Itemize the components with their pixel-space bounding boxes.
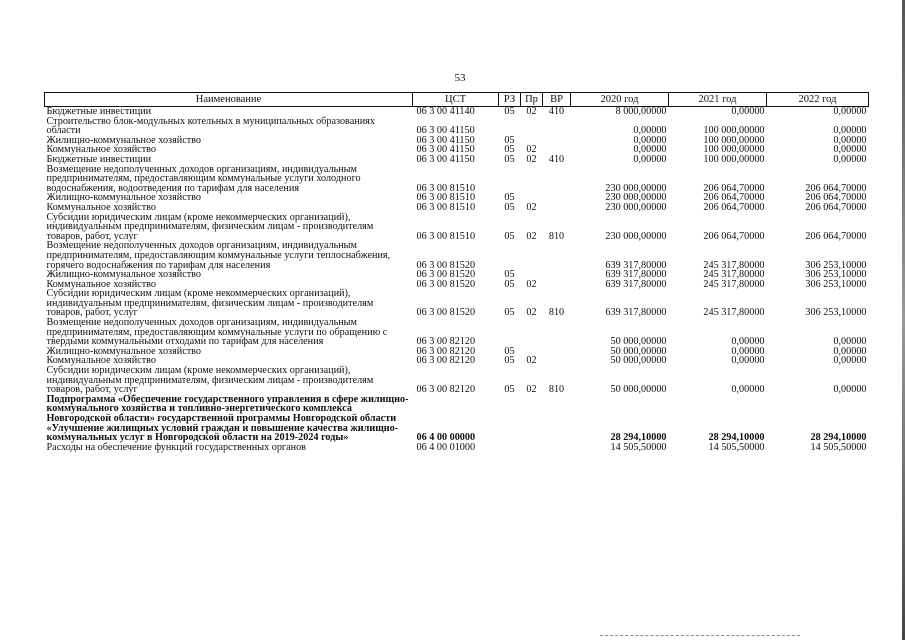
row-vr	[543, 193, 571, 203]
row-name: Возмещение недополученных доходов организациям, индивидуальным предпринимателям, предоставляющим коммунальные услуги теплоснабжения, горячего водоснабжения по тарифам для населения	[46, 240, 391, 271]
row-name: Жилищно-коммунальное хозяйство	[46, 192, 202, 204]
row-cst: 06 3 00 82120	[416, 384, 476, 396]
row-name: Коммунальное хозяйство	[46, 278, 156, 290]
row-rz: 05	[504, 134, 515, 146]
row-pr: 02	[526, 278, 537, 290]
row-cst: 06 3 00 81520	[416, 307, 476, 319]
row-cst: 06 4 00 01000	[416, 441, 476, 453]
header-vr: ВР	[543, 93, 571, 107]
row-cst: 06 3 00 82120	[416, 345, 476, 357]
row-pr: 02	[526, 106, 537, 117]
row-2020: 639 317,80000	[605, 269, 667, 281]
row-rz: 05	[504, 201, 515, 213]
row-name: Возмещение недополученных доходов организациям, индивидуальным предпринимателям, предоставляющим коммунальные услуги холодного водоснабжения, водоотведения по тарифам для населения	[46, 163, 361, 194]
table-row	[45, 318, 869, 347]
row-vr	[543, 165, 571, 194]
table-body	[45, 107, 869, 453]
row-2020: 50 000,00000	[610, 355, 667, 367]
row-2021: 245 317,80000	[703, 269, 765, 281]
row-pr: 02	[526, 355, 537, 367]
table-row	[45, 443, 869, 453]
row-2021: 100 000,00000	[703, 134, 765, 146]
row-2022: 306 253,10000	[805, 307, 867, 319]
row-cst: 06 4 00 00000	[416, 432, 476, 444]
row-name: Возмещение недополученных доходов организациям, индивидуальным предпринимателям, предоставляющим коммунальные услуги по обращению с твердыми коммунальными отходами по тарифам для населения	[46, 317, 388, 348]
row-name: Жилищно-коммунальное хозяйство	[46, 345, 202, 357]
row-name: Субсидии юридическим лицам (кроме некоммерческих организаций), индивидуальным предпринимателям, физическим лицам - производителям товаров, работ, услуг	[46, 288, 374, 319]
row-2020: 230 000,00000	[605, 192, 667, 204]
row-pr	[521, 443, 543, 453]
row-pr: 02	[526, 307, 537, 319]
row-vr	[543, 280, 571, 290]
row-2022: 306 253,10000	[805, 269, 867, 281]
row-2021: 0,00000	[731, 345, 765, 357]
header-rz: РЗ	[499, 93, 521, 107]
row-rz: 05	[504, 106, 515, 117]
row-name: Коммунальное хозяйство	[46, 201, 156, 213]
row-2021: 28 294,10000	[708, 432, 765, 444]
row-name: Бюджетные инвестиции	[46, 106, 152, 117]
row-pr: 02	[526, 144, 537, 156]
row-vr	[543, 136, 571, 146]
row-name: Жилищно-коммунальное хозяйство	[46, 134, 202, 146]
row-rz	[499, 318, 521, 347]
row-rz: 05	[504, 230, 515, 242]
row-cst: 06 3 00 81510	[416, 192, 476, 204]
row-2020: 0,00000	[633, 153, 667, 165]
table-row	[45, 395, 869, 443]
row-2022: 0,00000	[833, 355, 867, 367]
row-2021: 206 064,70000	[703, 192, 765, 204]
header-name: Наименование	[45, 93, 413, 107]
row-2022: 0,00000	[833, 153, 867, 165]
row-name: Коммунальное хозяйство	[46, 144, 156, 156]
row-2021: 0,00000	[731, 106, 765, 117]
row-2022: 0,00000	[833, 345, 867, 357]
table-row	[45, 165, 869, 194]
row-rz	[499, 395, 521, 443]
row-2022: 0,00000	[833, 106, 867, 117]
row-2020: 639 317,80000	[605, 307, 667, 319]
row-2021: 0,00000	[731, 336, 765, 348]
row-2020: 0,00000	[633, 144, 667, 156]
row-2022: 0,00000	[833, 125, 867, 137]
row-2020: 8 000,00000	[615, 106, 667, 117]
row-name: Строительство блок-модульных котельных в муниципальных образованиях области	[46, 115, 375, 137]
row-2022: 206 064,70000	[805, 230, 867, 242]
row-2022: 206 064,70000	[805, 192, 867, 204]
row-2020: 0,00000	[633, 125, 667, 137]
row-cst: 06 3 00 82120	[416, 336, 476, 348]
row-rz: 05	[504, 307, 515, 319]
row-name: Субсидии юридическим лицам (кроме некоммерческих организаций), индивидуальным предпринимателям, физическим лицам - производителям товаров, работ, услуг	[46, 211, 374, 242]
row-vr: 810	[548, 384, 565, 396]
row-2021: 206 064,70000	[703, 201, 765, 213]
header-2020: 2020 год	[571, 93, 669, 107]
row-vr: 410	[548, 106, 565, 117]
row-vr	[543, 318, 571, 347]
row-pr	[521, 241, 543, 270]
row-cst: 06 3 00 41150	[416, 144, 475, 156]
row-2020: 50 000,00000	[610, 384, 667, 396]
row-cst: 06 3 00 41150	[416, 134, 475, 146]
row-2021: 100 000,00000	[703, 153, 765, 165]
row-name: Субсидии юридическим лицам (кроме некоммерческих организаций), индивидуальным предпринимателям, физическим лицам - производителям товаров, работ, услуг	[46, 365, 374, 396]
row-pr	[521, 165, 543, 194]
row-rz: 05	[504, 355, 515, 367]
row-2020: 230 000,00000	[605, 201, 667, 213]
row-name: Бюджетные инвестиции	[46, 153, 152, 165]
header-2022: 2022 год	[767, 93, 869, 107]
row-rz: 05	[504, 384, 515, 396]
row-vr	[543, 356, 571, 366]
row-cst: 06 3 00 81520	[416, 269, 476, 281]
row-2021: 100 000,00000	[703, 125, 765, 137]
row-2020: 639 317,80000	[605, 278, 667, 290]
header-pr: Пр	[521, 93, 543, 107]
row-rz: 05	[504, 345, 515, 357]
row-cst: 06 3 00 81510	[416, 230, 476, 242]
row-2020: 28 294,10000	[610, 432, 667, 444]
row-rz: 05	[504, 269, 515, 281]
row-vr	[543, 203, 571, 213]
row-pr: 02	[526, 230, 537, 242]
row-name: Жилищно-коммунальное хозяйство	[46, 269, 202, 281]
row-vr: 810	[548, 307, 565, 319]
row-2020: 230 000,00000	[605, 182, 667, 194]
row-rz	[499, 443, 521, 453]
row-vr	[543, 270, 571, 280]
table-row	[45, 241, 869, 270]
row-2021: 245 317,80000	[703, 307, 765, 319]
row-2021: 0,00000	[731, 384, 765, 396]
table-row	[45, 289, 869, 318]
row-2022: 0,00000	[833, 384, 867, 396]
row-2020: 230 000,00000	[605, 230, 667, 242]
row-vr	[543, 241, 571, 270]
budget-table-container	[44, 92, 868, 452]
row-2020: 50 000,00000	[610, 345, 667, 357]
row-vr: 410	[548, 153, 565, 165]
row-vr	[543, 395, 571, 443]
header-cst: ЦСТ	[413, 93, 499, 107]
header-2021: 2021 год	[669, 93, 767, 107]
row-2022: 0,00000	[833, 336, 867, 348]
row-pr: 02	[526, 201, 537, 213]
scan-bottom-artifact	[600, 635, 800, 638]
row-rz: 05	[504, 278, 515, 290]
row-vr	[543, 347, 571, 357]
row-2021: 206 064,70000	[703, 182, 765, 194]
row-2022: 28 294,10000	[810, 432, 867, 444]
row-2020: 0,00000	[633, 134, 667, 146]
row-2022: 306 253,10000	[805, 278, 867, 290]
row-cst: 06 3 00 82120	[416, 355, 476, 367]
row-2021: 100 000,00000	[703, 144, 765, 156]
row-rz	[499, 241, 521, 270]
row-cst: 06 3 00 81520	[416, 259, 476, 271]
budget-table	[44, 92, 869, 452]
row-rz: 05	[504, 192, 515, 204]
row-vr	[543, 117, 571, 136]
row-cst: 06 3 00 81510	[416, 201, 476, 213]
row-2022: 306 253,10000	[805, 259, 867, 271]
row-2021: 245 317,80000	[703, 278, 765, 290]
row-name: Расходы на обеспечение функций государственных органов	[46, 441, 306, 453]
row-2020: 639 317,80000	[605, 259, 667, 271]
row-vr	[543, 443, 571, 453]
row-2021: 14 505,50000	[708, 441, 765, 453]
row-rz	[499, 117, 521, 136]
row-2021: 245 317,80000	[703, 259, 765, 271]
row-rz: 05	[504, 144, 515, 156]
row-2022: 206 064,70000	[805, 201, 867, 213]
row-vr: 810	[548, 230, 565, 242]
page-number: 53	[454, 72, 466, 84]
row-cst: 06 3 00 41150	[416, 153, 475, 165]
row-pr: 02	[526, 384, 537, 396]
row-pr	[521, 117, 543, 136]
table-row	[45, 366, 869, 395]
row-pr: 02	[526, 153, 537, 165]
table-row	[45, 117, 869, 136]
row-2020: 50 000,00000	[610, 336, 667, 348]
row-name: Подпрограмма «Обеспечение государственного управления в сфере жилищно-коммунального хозяйства и топливно-энергетического комплекса Новгородской области» государственной программы Новгородской области «Улучшение жилищных условий граждан и повышение качества жилищно-коммунальных услуг в Новгородской области на 2019-2024 годы»	[46, 393, 409, 444]
row-pr	[521, 395, 543, 443]
row-rz	[499, 165, 521, 194]
row-2022: 14 505,50000	[810, 441, 867, 453]
row-2022: 206 064,70000	[805, 182, 867, 194]
row-cst: 06 3 00 81520	[416, 278, 476, 290]
row-rz: 05	[504, 153, 515, 165]
row-cst: 06 3 00 41140	[416, 106, 475, 117]
row-name: Коммунальное хозяйство	[46, 355, 156, 367]
row-2021: 206 064,70000	[703, 230, 765, 242]
row-2020: 14 505,50000	[610, 441, 667, 453]
table-row	[45, 213, 869, 242]
row-cst: 06 3 00 41150	[416, 125, 475, 137]
row-2022: 0,00000	[833, 144, 867, 156]
row-pr	[521, 318, 543, 347]
table-header	[45, 93, 869, 107]
row-2021: 0,00000	[731, 355, 765, 367]
row-cst: 06 3 00 81510	[416, 182, 476, 194]
row-2022: 0,00000	[833, 134, 867, 146]
